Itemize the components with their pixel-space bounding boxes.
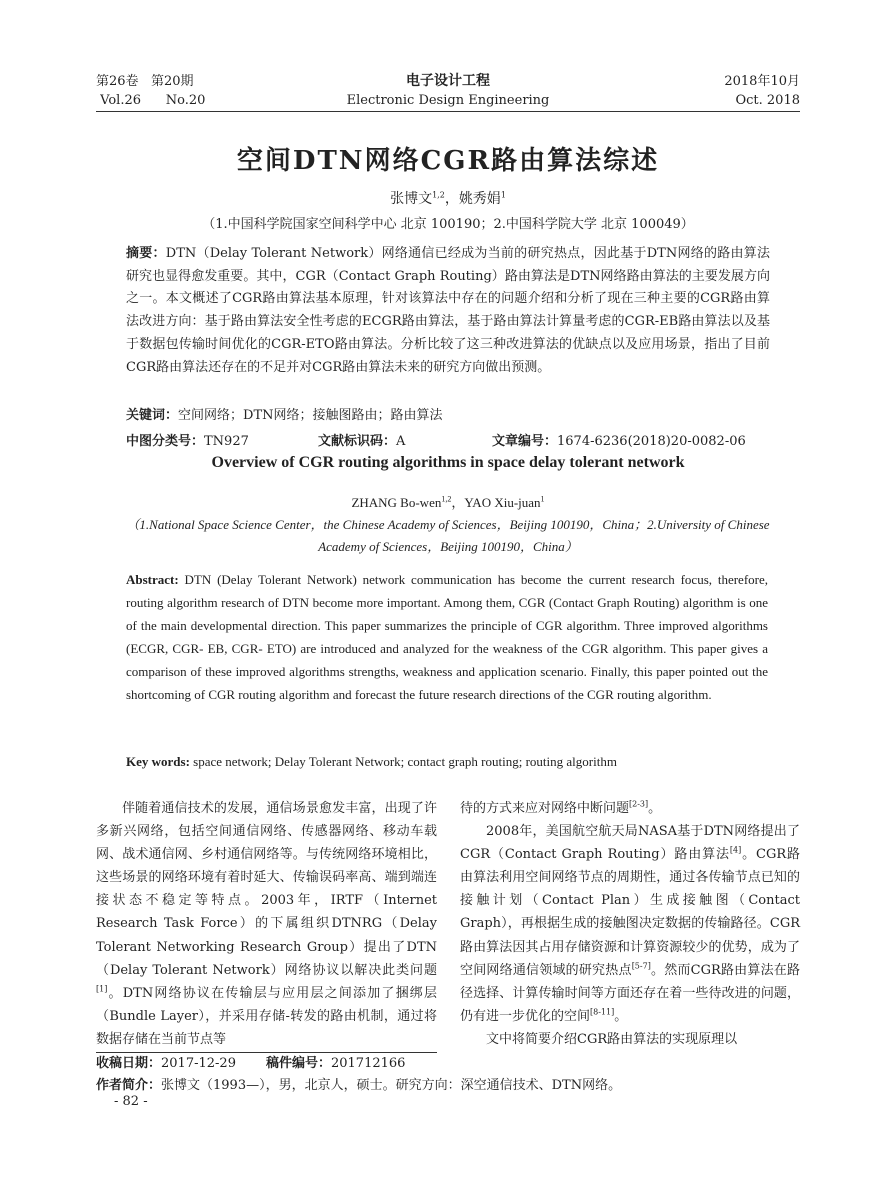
paper-title-en: Overview of CGR routing algorithms in space delay tolerant network <box>211 454 685 471</box>
body-column-right <box>460 797 800 1051</box>
footnote-author-bio <box>96 1076 621 1096</box>
citation: [1] <box>96 984 108 994</box>
date-zh: 2018年10月 <box>724 74 800 89</box>
keywords-zh-text: 空间网络；DTN网络；接触图路由；路由算法 <box>178 408 443 423</box>
author-line-en <box>96 492 800 511</box>
citation: [5-7] <box>631 961 651 971</box>
doc-value: A <box>396 434 406 449</box>
author-1-en: ZHANG Bo-wen <box>351 495 442 510</box>
body-text: 2008年，美国航空航天局NASA基于DTN网络提出了CGR（Contact Graph Routing）路由算法 <box>460 824 800 863</box>
keywords-en-label: Key words: <box>126 754 190 769</box>
volume-zh: 第26卷 <box>96 74 139 89</box>
manuscript-label: 稿件编号： <box>265 1056 331 1071</box>
footnote-received <box>96 1054 405 1074</box>
body-text: 。 <box>614 1008 628 1024</box>
article-value: 1674-6236(2018)20-0082-06 <box>557 434 746 449</box>
body-text: 。DTN网络协议在传输层与应用层之间添加了捆绑层（Bundle Layer），并采用存储-转发的路由机制，通过将数据存储在当前节点等 <box>96 985 437 1047</box>
doc-label: 文献标识码： <box>318 434 397 449</box>
bio-label: 作者简介： <box>96 1078 162 1093</box>
author-en-separator: ， <box>451 495 465 510</box>
body-text: 。CGR路由算法利用空间网络节点的周期性，通过各传输节点已知的接触计划（Contact Plan）生成接触图（Contact Graph），再根据生成的接触图决定数据的传输路径。CGR路由算法因其占用存储资源和计算资源较少的优势，成为了空间网络通信领域的研究热点 <box>460 847 801 978</box>
abstract-zh-label: 摘要： <box>126 246 166 261</box>
paper-title: 空间DTN网络CGR路由算法综述 <box>236 146 660 176</box>
page-number: - 82 - <box>114 1094 148 1109</box>
clc-value: TN927 <box>204 434 249 449</box>
citation: [8-11] <box>590 1007 615 1017</box>
citation: [2-3] <box>629 799 649 809</box>
body-column-left <box>96 797 437 1051</box>
author-separator: ， <box>444 191 459 207</box>
abstract-en-label: Abstract: <box>126 572 179 587</box>
keywords-zh-label: 关键词： <box>126 408 179 423</box>
doc-code <box>318 430 405 449</box>
keywords-zh <box>126 406 770 426</box>
affiliation-en: （1.National Space Science Center，the Chinese Academy of Sciences，Beijing 100190，China；2.University of Chinese Academy of Sciences，Beijing 100190，China） <box>126 517 770 554</box>
footnote-rule <box>96 1052 437 1053</box>
body-paragraph <box>460 797 800 820</box>
body-paragraph <box>96 797 437 1051</box>
journal-name-en: Electronic Design Engineering <box>346 93 550 108</box>
author-2-sup: 1 <box>500 190 506 200</box>
author-2: 姚秀娟 <box>458 191 501 207</box>
date-en: Oct. 2018 <box>735 93 800 108</box>
running-header <box>96 72 800 112</box>
article-number <box>492 430 746 449</box>
author-line <box>96 188 800 208</box>
journal-name-zh: 电子设计工程 <box>406 73 490 89</box>
body-text: 。 <box>648 801 662 816</box>
clc-label: 中图分类号： <box>126 434 205 449</box>
header-date <box>724 72 800 110</box>
body-text: 文中将简要介绍CGR路由算法的实现原理以 <box>486 1031 738 1047</box>
author-1: 张博文 <box>390 191 433 207</box>
citation: [4] <box>729 845 742 855</box>
manuscript-value: 201712166 <box>330 1056 406 1071</box>
author-1-en-sup: 1,2 <box>441 494 452 504</box>
issue-en: No.20 <box>165 93 206 108</box>
abstract-en-text: DTN (Delay Tolerant Network) network communication has become the current research focus, therefore, routing algorithm research of DTN become more important. Among them, CGR (Contact Graph Routing) algorithm is one of the main developmental direction. This paper summarizes the principle of CGR algorithm. Three improved algorithms (ECGR, CGR- EB, CGR- ETO) are introduced and analyzed for the weakness of the CGR algorithm. This paper gives a comparison of these improved algorithms strengths, weakness and application scenario. Finally, this paper pointed out the shortcoming of CGR routing algorithm and forecast the future research directions of the CGR routing algorithm. <box>126 572 768 702</box>
body-text: 待的方式来应对网络中断问题 <box>460 801 630 816</box>
body-paragraph <box>460 1028 800 1051</box>
abstract-en <box>126 568 768 706</box>
author-1-sup: 1,2 <box>432 190 445 200</box>
abstract-zh <box>126 243 770 379</box>
classification-line <box>126 430 770 450</box>
article-label: 文章编号： <box>492 434 558 449</box>
bio-value: 张博文（1993—），男，北京人，硕士。研究方向：深空通信技术、DTN网络。 <box>161 1078 622 1093</box>
body-text: 伴随着通信技术的发展，通信场景愈发丰富，出现了许多新兴网络，包括空间通信网络、传感器网络、移动车载网、战术通信网、乡村通信网络等。与传统网络环境相比，这些场景的网络环境有着时延大、传输误码率高、端到端连接状态不稳定等特点。2003年，IRTF（Internet Research Task Force）的下属组织DTNRG（Delay Tolerant Networking Research Group）提出了DTN（Delay Tolerant Network）网络协议以解决此类问题 <box>96 801 437 978</box>
keywords-en-text: space network; Delay Tolerant Network; contact graph routing; routing algorithm <box>189 754 617 769</box>
keywords-en <box>126 752 770 772</box>
body-text: 。然而CGR路由算法在路径选择、计算传输时间等方面还存在着一些待改进的问题，仍有进一步优化的空间 <box>460 962 800 1024</box>
abstract-zh-text: DTN（Delay Tolerant Network）网络通信已经成为当前的研究热点，因此基于DTN网络的路由算法研究也显得愈发重要。其中，CGR（Contact Graph Routing）路由算法是DTN网络路由算法的主要发展方向之一。本文概述了CGR路由算法基本原理，针对该算法中存在的问题介绍和分析了现在三种主要的CGR路由算法改进方向：基于路由算法安全性考虑的ECGR路由算法，基于路由算法计算量考虑的CGR-EB路由算法以及基于数据包传输时间优化的CGR-ETO路由算法。分析比较了这三种改进算法的优缺点以及应用场景，指出了目前CGR路由算法还存在的不足并对CGR路由算法未来的研究方向做出预测。 <box>126 246 770 375</box>
affiliation: （1.中国科学院国家空间科学中心 北京 100190；2.中国科学院大学 北京 100049） <box>202 217 694 232</box>
body-paragraph <box>460 820 800 1028</box>
author-2-en-sup: 1 <box>540 494 545 504</box>
volume-en: Vol.26 <box>100 93 141 108</box>
header-journal <box>96 72 800 110</box>
issue-zh: 第20期 <box>150 74 194 89</box>
received-value: 2017-12-29 <box>161 1056 236 1071</box>
author-2-en: YAO Xiu-juan <box>464 495 541 510</box>
header-rule <box>96 111 800 112</box>
received-label: 收稿日期： <box>96 1056 162 1071</box>
clc-number <box>126 430 249 449</box>
